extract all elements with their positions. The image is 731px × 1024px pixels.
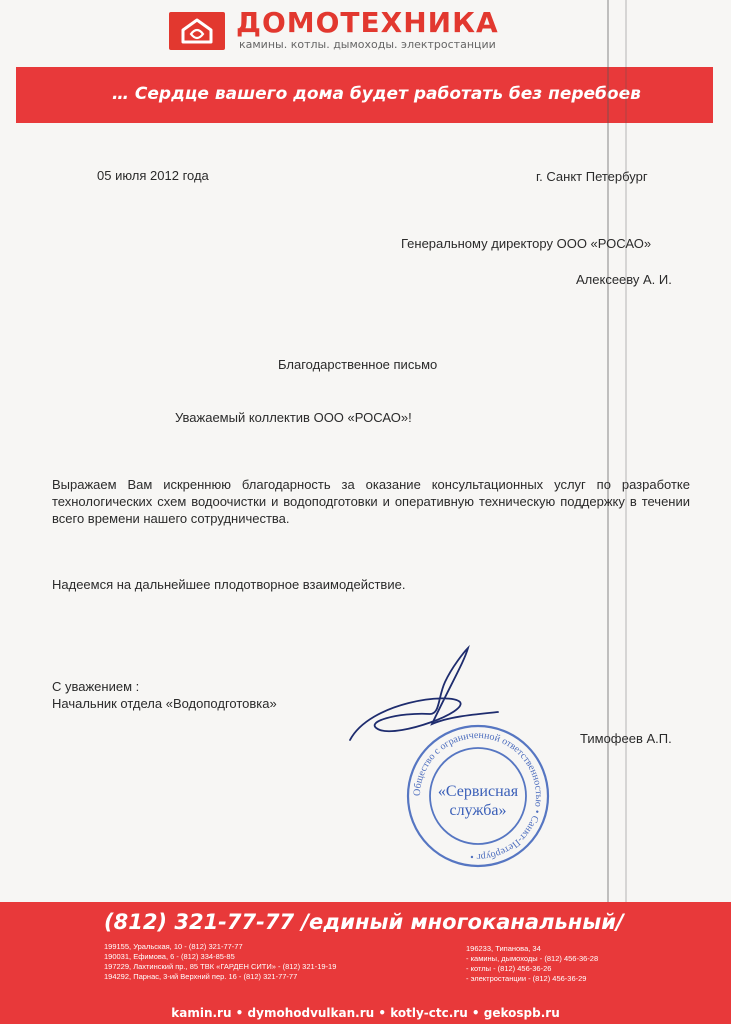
signer-position: Начальник отдела «Водоподготовка» [52, 696, 277, 711]
svg-text:«Сервисная: «Сервисная [437, 783, 519, 800]
footer-addresses-right [466, 944, 598, 984]
letter-date: 05 июля 2012 года [97, 168, 209, 183]
footer-address: 197229, Лахтинский пр., 85 ТВК «ГАРДЕН СИТИ» - (812) 321-19-19 [104, 962, 337, 971]
footer-address: 196233, Типанова, 34 [466, 944, 541, 953]
footer-addresses-left [104, 942, 336, 982]
svg-text:Общество с ограниченной ответс: Общество с ограниченной ответственностью • Санкт-Петербург • [411, 729, 545, 863]
footer-address: 190031, Ефимова, 6 - (812) 334-85-85 [104, 952, 235, 961]
closing-hope: Надеемся на дальнейшее плодотворное взаимодействие. [52, 577, 406, 592]
footer-websites[interactable]: kamin.ru • dymohodvulkan.ru • kotly-ctc.ru • gekospb.ru [171, 1006, 560, 1020]
footer-address: - электростанции - (812) 456-36-29 [466, 974, 587, 983]
regards: С уважением : [52, 679, 140, 694]
brand-name: ДОМОТЕХНИКА [236, 6, 499, 39]
svg-text:служба»: служба» [449, 802, 507, 819]
footer-address: 199155, Уральская, 10 - (812) 321-77-77 [104, 942, 243, 951]
slogan: … Сердце вашего дома будет работать без перебоев [112, 84, 641, 104]
footer-address: - камины, дымоходы - (812) 456-36-28 [466, 954, 599, 963]
recipient-line-1: Генеральному директору ООО «РОСАО» [401, 236, 652, 251]
footer-band [0, 902, 731, 1024]
recipient-line-2: Алексееву А. И. [576, 272, 672, 287]
footer-phone: (812) 321-77-77 /единый многоканальный/ [104, 910, 624, 934]
footer-address: 194292, Парнас, 3-ий Верхний пер. 16 - (812) 321-77-77 [104, 972, 298, 981]
brand-tagline: камины. котлы. дымоходы. электростанции [239, 38, 496, 51]
letter-city: г. Санкт Петербург [536, 169, 648, 184]
signer-name: Тимофеев А.П. [580, 731, 672, 746]
letter-body: Выражаем Вам искреннюю благодарность за оказание консультационных услуг по разработке технологических схем водоочистки и водоподготовки и оперативную техническую поддержку в течении всего времени нашего сотрудничества. [52, 477, 690, 526]
salutation: Уважаемый коллектив ООО «РОСАО»! [175, 410, 412, 425]
footer-address: - котлы - (812) 456-36-26 [466, 964, 552, 973]
company-logo-icon [169, 12, 225, 50]
letter-title: Благодарственное письмо [278, 357, 438, 372]
company-seal [404, 722, 552, 875]
